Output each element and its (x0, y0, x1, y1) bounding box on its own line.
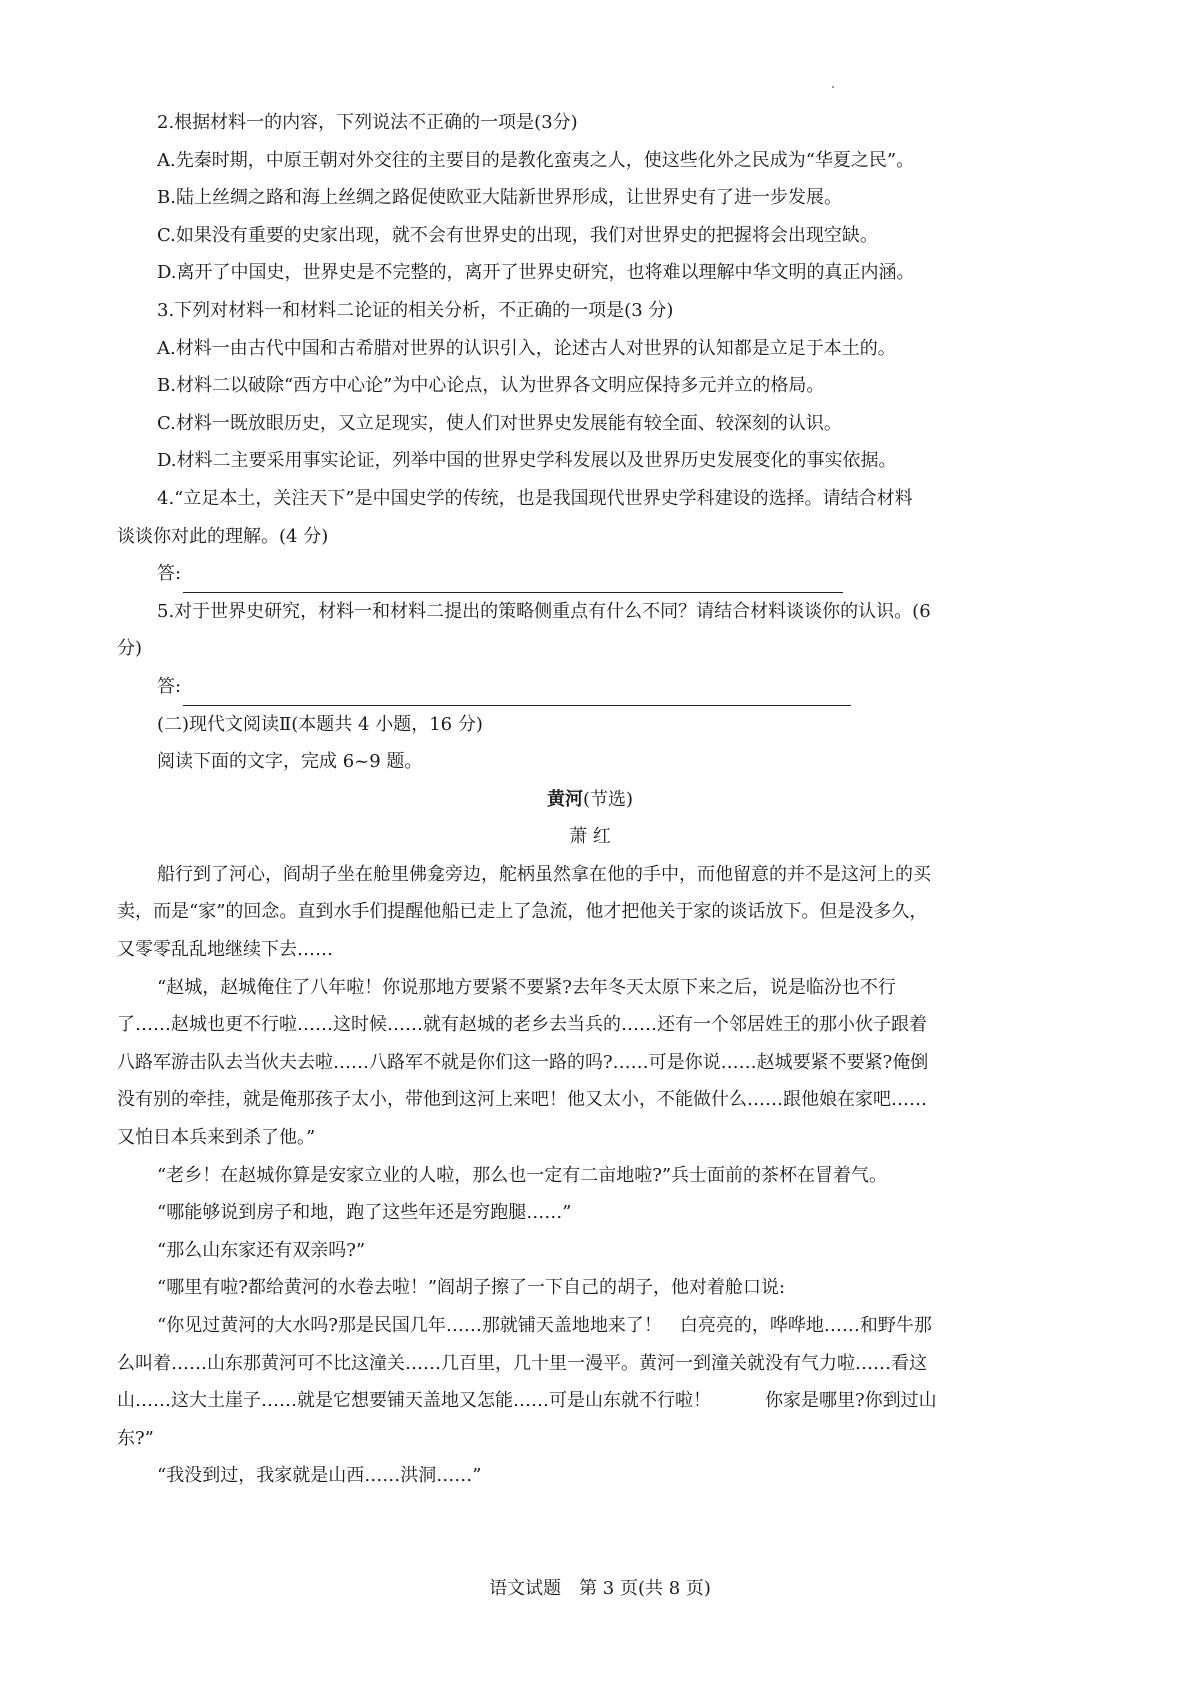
passage-line: “老乡！在赵城你算是安家立业的人啦，那么也一定有二亩地啦?”兵士面前的茶杯在冒着气。 (157, 1164, 888, 1186)
passage-line: 又怕日本兵来到杀了他。” (117, 1127, 316, 1149)
passage-title (117, 781, 1063, 819)
question-3-option-a: A.材料一由古代中国和古希腊对世界的认识引入，论述古人对世界的认知都是立足于本土的。 (157, 337, 896, 359)
question-2-option-a: A.先秦时期，中原王朝对外交往的主要目的是教化蛮夷之人，使这些化外之民成为“华夏之民”。 (157, 149, 915, 171)
passage-line: 了……赵城也更不行啦……这时候……就有赵城的老乡去当兵的……还有一个邻居姓王的那小伙子跟着 (117, 1014, 927, 1036)
passage-paragraph (117, 1457, 1063, 1495)
question-5-answer-label: 答: (157, 675, 182, 697)
passage-line: 船行到了河心，阎胡子坐在舱里佛龛旁边，舵柄虽然拿在他的手中，而他留意的并不是这河上的买 (157, 863, 931, 885)
scan-speck (832, 86, 834, 88)
page-content (117, 104, 1063, 1495)
section-instruction: 阅读下面的文字，完成 6~9 题。 (157, 751, 423, 773)
passage-line: 东?” (117, 1427, 154, 1449)
passage-line: “哪里有啦?都给黄河的水卷去啦！”阎胡子擦了一下自己的胡子，他对着舱口说: (157, 1277, 786, 1299)
passage-line: 么叫着……山东那黄河可不比这潼关……几百里，几十里一漫平。黄河一到潼关就没有气力啦……看这 (117, 1352, 927, 1374)
passage-body (117, 856, 1063, 1495)
passage-title-note: (节选) (582, 788, 634, 810)
question-5-stem-line-2: 分) (117, 638, 143, 660)
question-2-stem: 2.根据材料一的内容，下列说法不正确的一项是(3分) (157, 112, 578, 133)
passage-paragraph (117, 1307, 1063, 1457)
question-4-answer-line[interactable] (183, 566, 843, 593)
question-2-option-c: C.如果没有重要的史家出现，就不会有世界史的出现，我们对世界史的把握将会出现空缺。 (157, 224, 878, 246)
passage-author: 萧 红 (569, 826, 611, 848)
passage-title-text: 黄河 (546, 788, 583, 810)
passage-paragraph (117, 856, 1063, 969)
passage-paragraph (117, 1232, 1063, 1270)
question-3-stem: 3.下列对材料一和材料二论证的相关分析，不正确的一项是(3 分) (157, 299, 674, 321)
question-2-option-b: B.陆上丝绸之路和海上丝绸之路促使欧亚大陆新世界形成，让世界史有了进一步发展。 (157, 187, 842, 209)
passage-line: 没有别的牵挂，就是俺那孩子太小，带他到这河上来吧！他又太小，不能做什么……跟他娘在家吧…… (117, 1089, 927, 1111)
passage-line: 卖，而是“家”的回念。直到水手们提醒他船已走上了急流，他才把他关于家的谈话放下。但是没多久， (117, 901, 928, 923)
passage-line: “赵城，赵城俺住了八年啦！你说那地方要紧不要紧?去年冬天太原下来之后，说是临汾也不行 (157, 976, 896, 998)
question-5-stem-line-1: 5.对于世界史研究，材料一和材料二提出的策略侧重点有什么不同？请结合材料谈谈你的认识。(6 (157, 600, 931, 622)
passage-paragraph (117, 1194, 1063, 1232)
question-4-answer (117, 555, 1063, 593)
page-footer: 语文试题 第 3 页(共 8 页) (489, 1578, 711, 1599)
question-3-option-b: B.材料二以破除“西方中心论”为中心论点，认为世界各文明应保持多元并立的格局。 (157, 375, 825, 397)
question-4-stem-line-1: 4.“立足本土，关注天下”是中国史学的传统，也是我国现代世界史学科建设的选择。请结合材料 (157, 487, 913, 509)
question-5-answer (117, 668, 1063, 706)
passage-paragraph (117, 969, 1063, 1157)
section-heading: (二)现代文阅读Ⅱ(本题共 4 小题，16 分) (157, 713, 483, 735)
passage-paragraph (117, 1157, 1063, 1195)
question-3-option-d: D.材料二主要采用事实论证，列举中国的世界史学科发展以及世界历史发展变化的事实依据。 (157, 450, 897, 472)
passage-line: 八路军游击队去当伙夫去啦……八路军不就是你们这一路的吗?……可是你说……赵城要紧不要紧?俺倒 (117, 1051, 929, 1073)
passage-line: “哪能够说到房子和地，跑了这些年还是穷跑腿……” (157, 1202, 572, 1224)
passage-line: “我没到过，我家就是山西……洪洞……” (157, 1465, 482, 1487)
question-4-stem-line-2: 谈谈你对此的理解。(4 分) (117, 525, 329, 547)
passage-line: 又零零乱乱地继续下去…… (117, 939, 333, 961)
passage-paragraph (117, 1269, 1063, 1307)
question-5-answer-line[interactable] (183, 679, 851, 706)
passage-line: “那么山东家还有双亲吗?” (157, 1239, 366, 1261)
passage-line: “你见过黄河的大水吗?那是民国几年……那就铺天盖地地来了！ 白亮亮的，哗哗地……和野牛那 (157, 1315, 932, 1336)
question-3-option-c: C.材料一既放眼历史，又立足现实，使人们对世界史发展能有较全面、较深刻的认识。 (157, 412, 842, 434)
passage-line: 山……这大土崖子……就是它想要铺天盖地又怎能……可是山东就不行啦！ 你家是哪里?你到过山 (117, 1390, 937, 1412)
question-4-answer-label: 答: (157, 563, 182, 585)
question-2-option-d: D.离开了中国史，世界史是不完整的，离开了世界史研究，也将难以理解中华文明的真正内涵。 (157, 262, 915, 284)
